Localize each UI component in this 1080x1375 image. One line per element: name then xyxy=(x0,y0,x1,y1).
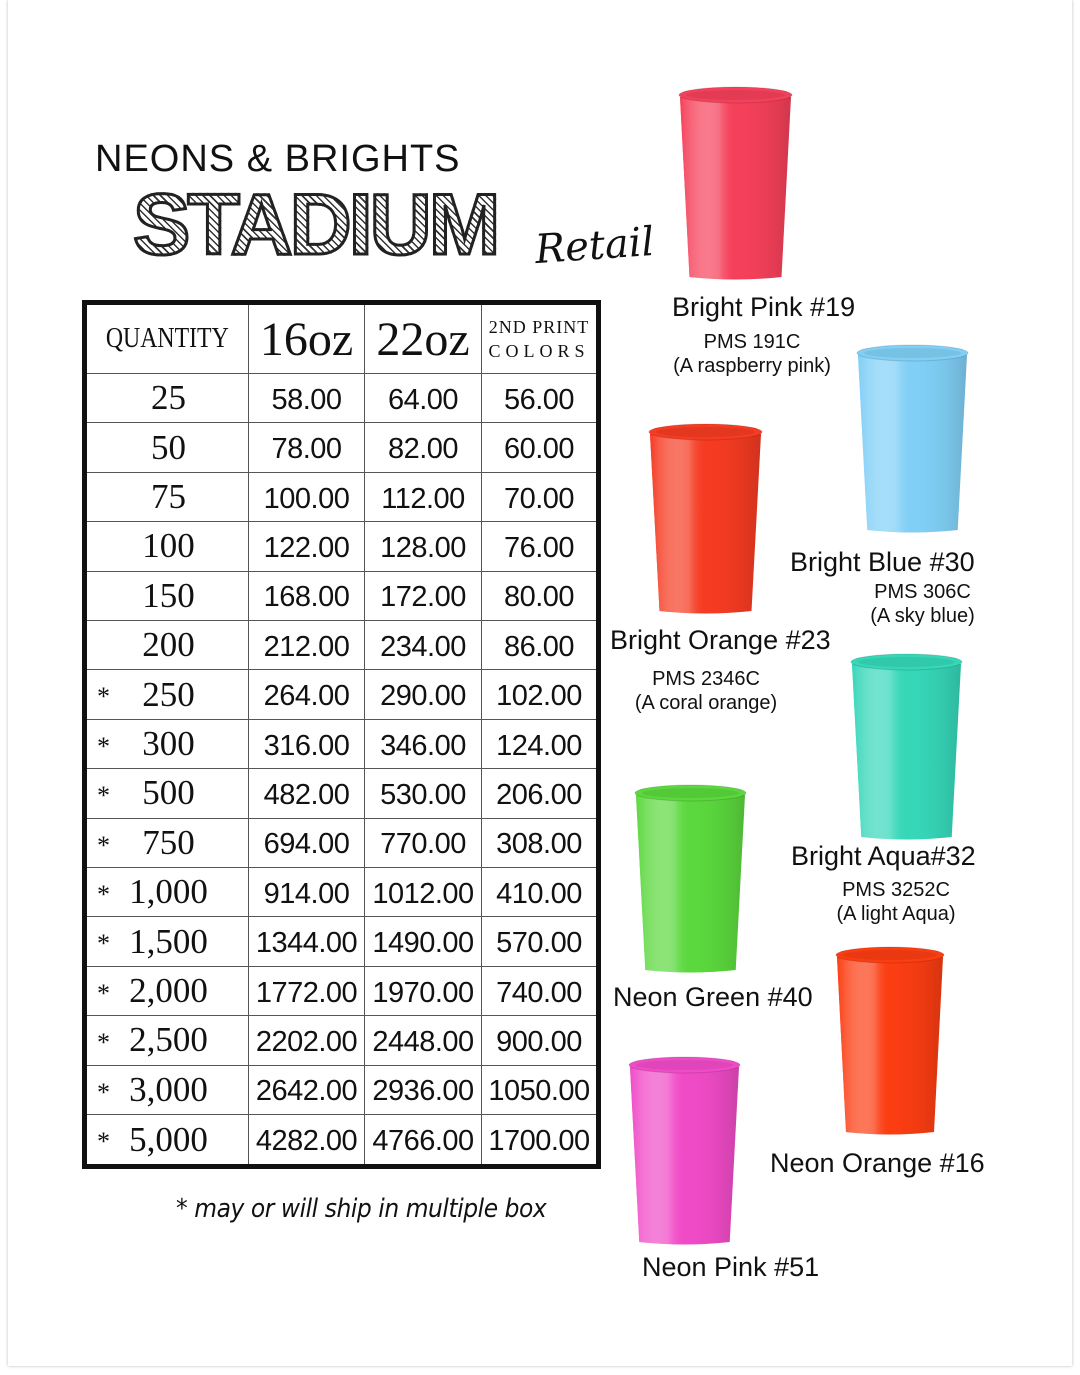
price-16oz: 482.00 xyxy=(249,769,365,818)
price-2nd-print: 80.00 xyxy=(482,571,599,620)
table-row xyxy=(85,472,599,521)
quantity-cell: 150 xyxy=(85,571,249,620)
price-22oz: 112.00 xyxy=(365,472,482,521)
price-16oz: 78.00 xyxy=(249,423,365,472)
table-row xyxy=(85,571,599,620)
quantity-cell: * 2,500 xyxy=(85,1016,249,1065)
price-2nd-print: 206.00 xyxy=(482,769,599,818)
price-2nd-print: 56.00 xyxy=(482,374,599,423)
price-22oz: 4766.00 xyxy=(365,1115,482,1167)
color-pms: PMS 306C (A sky blue) xyxy=(870,581,975,627)
price-22oz: 290.00 xyxy=(365,670,482,719)
table-row xyxy=(85,423,599,472)
table-row xyxy=(85,1115,599,1167)
cup-image xyxy=(856,343,969,533)
cup-image xyxy=(678,85,793,280)
price-22oz: 2448.00 xyxy=(365,1016,482,1065)
price-2nd-print: 900.00 xyxy=(482,1016,599,1065)
header-row xyxy=(85,303,599,374)
price-22oz: 172.00 xyxy=(365,571,482,620)
price-16oz: 2202.00 xyxy=(249,1016,365,1065)
price-16oz: 2642.00 xyxy=(249,1065,365,1114)
quantity-cell: * 3,000 xyxy=(85,1065,249,1114)
color-name: Neon Pink #51 xyxy=(642,1252,820,1282)
quantity-cell: 25 xyxy=(85,374,249,423)
table-row xyxy=(85,1065,599,1114)
price-16oz: 1772.00 xyxy=(249,966,365,1015)
color-pms: PMS 3252C (A light Aqua) xyxy=(836,879,956,925)
price-2nd-print: 70.00 xyxy=(482,472,599,521)
cup-image xyxy=(634,783,747,973)
price-16oz: 168.00 xyxy=(249,571,365,620)
price-16oz: 914.00 xyxy=(249,868,365,917)
color-name: Neon Orange #16 xyxy=(770,1148,985,1178)
price-22oz: 64.00 xyxy=(365,374,482,423)
header-2nd-print-colors: 2ND PRINT COLORS xyxy=(482,303,599,374)
quantity-cell: * 5,000 xyxy=(85,1115,249,1167)
price-22oz: 1490.00 xyxy=(365,917,482,966)
price-2nd-print: 1050.00 xyxy=(482,1065,599,1114)
color-name: Bright Aqua#32 xyxy=(791,841,976,871)
price-16oz: 122.00 xyxy=(249,522,365,571)
price-22oz: 128.00 xyxy=(365,522,482,571)
quantity-cell: * 300 xyxy=(85,719,249,768)
price-16oz: 100.00 xyxy=(249,472,365,521)
price-22oz: 530.00 xyxy=(365,769,482,818)
footnote: * may or will ship in multiple box xyxy=(176,1194,547,1224)
price-22oz: 1012.00 xyxy=(365,868,482,917)
price-16oz: 316.00 xyxy=(249,719,365,768)
table-row xyxy=(85,374,599,423)
quantity-cell: 50 xyxy=(85,423,249,472)
quantity-cell: 200 xyxy=(85,621,249,670)
quantity-cell: * 250 xyxy=(85,670,249,719)
price-16oz: 1344.00 xyxy=(249,917,365,966)
color-pms: PMS 2346C (A coral orange) xyxy=(634,668,778,714)
color-pms: PMS 191C (A raspberry pink) xyxy=(673,331,831,377)
price-2nd-print: 410.00 xyxy=(482,868,599,917)
quantity-cell: 100 xyxy=(85,522,249,571)
price-table xyxy=(82,300,601,1169)
title-stadium: STADIUM xyxy=(133,177,498,273)
price-16oz: 58.00 xyxy=(249,374,365,423)
price-16oz: 4282.00 xyxy=(249,1115,365,1167)
quantity-cell: * 1,000 xyxy=(85,868,249,917)
quantity-cell: * 2,000 xyxy=(85,966,249,1015)
header-22oz: 22oz xyxy=(365,303,482,374)
title-retail: Retail xyxy=(533,218,656,274)
table-row xyxy=(85,818,599,867)
price-22oz: 2936.00 xyxy=(365,1065,482,1114)
price-2nd-print: 308.00 xyxy=(482,818,599,867)
price-2nd-print: 102.00 xyxy=(482,670,599,719)
price-2nd-print: 86.00 xyxy=(482,621,599,670)
price-16oz: 212.00 xyxy=(249,621,365,670)
cup-image xyxy=(628,1055,741,1245)
price-16oz: 694.00 xyxy=(249,818,365,867)
price-22oz: 234.00 xyxy=(365,621,482,670)
quantity-cell: * 750 xyxy=(85,818,249,867)
price-22oz: 1970.00 xyxy=(365,966,482,1015)
header-quantity: QUANTITY xyxy=(85,303,249,374)
table-row xyxy=(85,621,599,670)
price-2nd-print: 124.00 xyxy=(482,719,599,768)
price-22oz: 82.00 xyxy=(365,423,482,472)
color-name: Bright Orange #23 xyxy=(610,625,831,655)
price-2nd-print: 740.00 xyxy=(482,966,599,1015)
color-name: Bright Pink #19 xyxy=(672,292,856,322)
price-22oz: 346.00 xyxy=(365,719,482,768)
title-neons-brights: NEONS & BRIGHTS xyxy=(95,138,461,180)
color-name: Bright Blue #30 xyxy=(790,547,975,577)
price-22oz: 770.00 xyxy=(365,818,482,867)
table-row xyxy=(85,868,599,917)
table-row xyxy=(85,917,599,966)
price-16oz: 264.00 xyxy=(249,670,365,719)
table-row xyxy=(85,670,599,719)
table-row xyxy=(85,719,599,768)
cup-image xyxy=(835,945,945,1135)
color-name: Neon Green #40 xyxy=(613,982,813,1012)
price-2nd-print: 60.00 xyxy=(482,423,599,472)
table-row xyxy=(85,522,599,571)
table-row xyxy=(85,1016,599,1065)
price-2nd-print: 570.00 xyxy=(482,917,599,966)
price-2nd-print: 1700.00 xyxy=(482,1115,599,1167)
table-row xyxy=(85,769,599,818)
cup-image xyxy=(850,652,963,840)
cup-image xyxy=(648,422,763,614)
quantity-cell: * 1,500 xyxy=(85,917,249,966)
quantity-cell: 75 xyxy=(85,472,249,521)
header-16oz: 16oz xyxy=(249,303,365,374)
price-2nd-print: 76.00 xyxy=(482,522,599,571)
quantity-cell: * 500 xyxy=(85,769,249,818)
table-row xyxy=(85,966,599,1015)
